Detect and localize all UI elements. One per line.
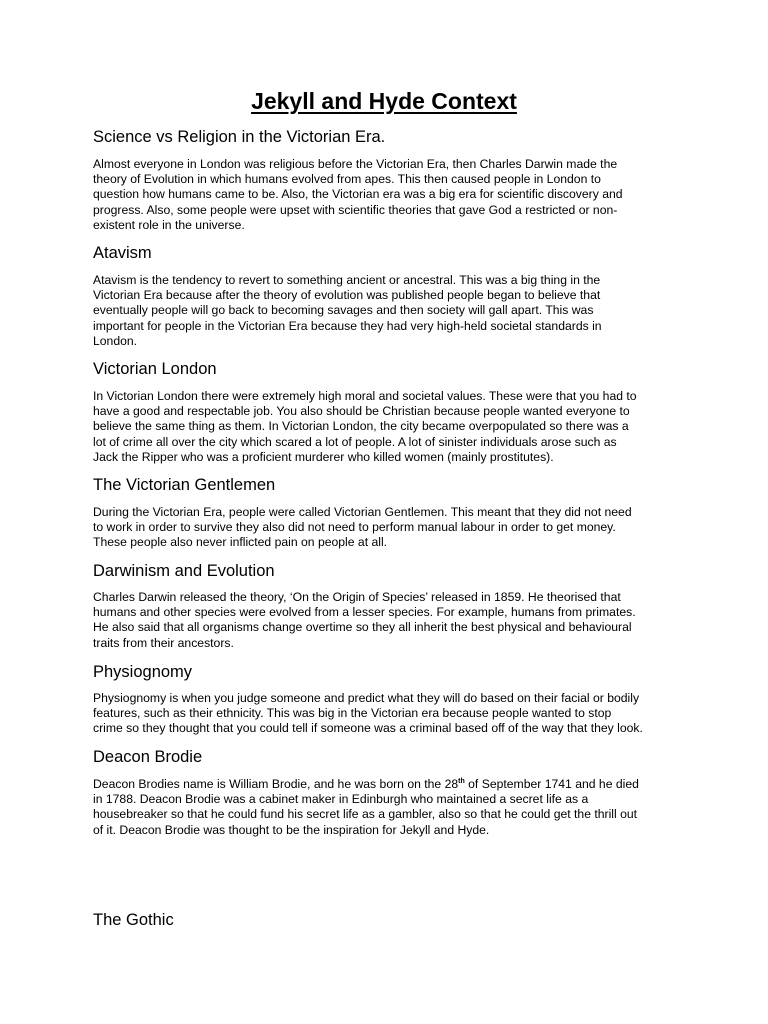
section-paragraph-victorian-london	[93, 389, 683, 465]
section-heading-deacon-brodie: Deacon Brodie	[93, 748, 203, 766]
ordinal-suffix: th	[458, 777, 465, 785]
paragraph-line: eventually people will go back to becoming savages and then society will gall apart. This was	[93, 303, 594, 318]
section-heading-atavism: Atavism	[93, 244, 152, 262]
paragraph-line: Victorian Era because after the theory of evolution was published people began to believe that	[93, 288, 601, 303]
section-heading-victorian-london: Victorian London	[93, 360, 217, 378]
paragraph-line: Atavism is the tendency to revert to something ancient or ancestral. This was a big thing in the	[93, 273, 601, 287]
paragraph-line: humans and other species were evolved from a lesser species. For example, humans from primates.	[93, 605, 636, 620]
section-heading-the-gothic: The Gothic	[93, 911, 174, 929]
section-paragraph-deacon-brodie	[93, 777, 683, 838]
paragraph-line: traits from their ancestors.	[93, 635, 234, 650]
paragraph-line: features, such as their ethnicity. This was big in the Victorian era because people wanted to stop	[93, 706, 612, 721]
paragraph-line: to work in order to survive they also did not need to perform manual labour in order to get money.	[93, 520, 616, 535]
section-paragraph-physiognomy	[93, 691, 683, 737]
section-paragraph-victorian-gentlemen	[93, 505, 683, 551]
section-paragraph-darwinism	[93, 590, 683, 651]
paragraph-line: These people also never inflicted pain on people at all.	[93, 535, 388, 550]
paragraph-line: question how humans came to be. Also, the Victorian era was a big era for scientific discovery and	[93, 187, 623, 202]
section-paragraph-science-vs-religion	[93, 157, 683, 233]
section-heading-darwinism: Darwinism and Evolution	[93, 562, 275, 580]
paragraph-line: lot of crime all over the city which scared a lot of people. A lot of sinister individuals arose such as	[93, 434, 617, 449]
paragraph-line: theory of Evolution in which humans evolved from apes. This then caused people in London to	[93, 172, 601, 187]
page-title: Jekyll and Hyde Context	[251, 88, 517, 114]
paragraph-line: Physiognomy is when you judge someone and predict what they will do based on their facial or bodily	[93, 691, 640, 705]
paragraph-line: Jack the Ripper who was a proficient murderer who killed women (mainly prostitutes).	[93, 449, 554, 464]
paragraph-text: of September 1741 and he died	[464, 777, 639, 791]
paragraph-line: important for people in the Victorian Era because they had very high-held societal standards in	[93, 318, 602, 333]
paragraph-line: In Victorian London there were extremely high moral and societal values. These were that you had to	[93, 389, 637, 403]
paragraph-line: Charles Darwin released the theory, ‘On the Origin of Species’ released in 1859. He theorised that	[93, 590, 621, 604]
paragraph-line: He also said that all organisms change overtime so they all inherit the best physical and behavioural	[93, 620, 632, 635]
paragraph-line: existent role in the universe.	[93, 217, 245, 232]
paragraph-line: Almost everyone in London was religious before the Victorian Era, then Charles Darwin made the	[93, 157, 618, 171]
paragraph-line: in 1788. Deacon Brodie was a cabinet maker in Edinburgh who maintained a secret life as a	[93, 792, 589, 807]
paragraph-line: crime so they thought that you could tell if someone was a criminal based off of the way that they look.	[93, 721, 643, 736]
paragraph-line: During the Victorian Era, people were called Victorian Gentlemen. This meant that they did not need	[93, 505, 632, 519]
paragraph-line: progress. Also, some people were upset with scientific theories that gave God a restricted or non-	[93, 202, 618, 217]
paragraph-text: Deacon Brodies name is William Brodie, and he was born on the 28	[93, 777, 459, 791]
section-heading-physiognomy: Physiognomy	[93, 663, 193, 681]
paragraph-line: of it. Deacon Brodie was thought to be the inspiration for Jekyll and Hyde.	[93, 822, 490, 837]
paragraph-line: housebreaker so that he could fund his secret life as a gambler, also so that he could get the thrill out	[93, 807, 638, 822]
paragraph-line	[93, 777, 683, 792]
section-paragraph-atavism	[93, 273, 683, 349]
paragraph-line: have a good and respectable job. You also should be Christian because people wanted everyone to	[93, 404, 630, 419]
paragraph-line: London.	[93, 333, 138, 348]
section-heading-science-vs-religion: Science vs Religion in the Victorian Era.	[93, 128, 386, 146]
paragraph-line: believe the same thing as them. In Victorian London, the city became overpopulated so there was a	[93, 419, 629, 434]
section-heading-victorian-gentlemen: The Victorian Gentlemen	[93, 476, 276, 494]
